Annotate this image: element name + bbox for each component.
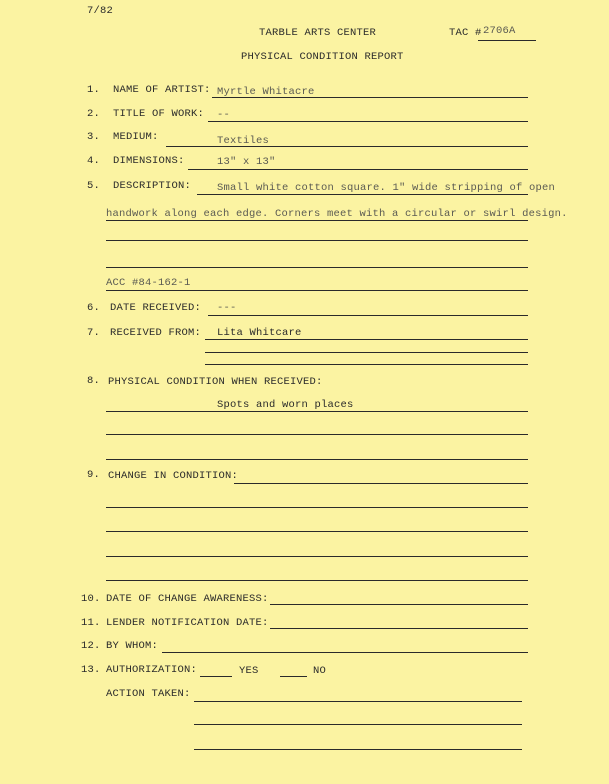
received-from-line-3 [205, 364, 528, 365]
physical-condition-value[interactable]: Spots and worn places [217, 399, 354, 411]
change-condition-line-4 [106, 556, 528, 557]
field-9-number: 9. [87, 469, 101, 481]
field-3-number: 3. [87, 131, 101, 143]
physical-condition-line-3 [106, 459, 528, 460]
tac-label: TAC # [449, 27, 482, 39]
artist-value[interactable]: Myrtle Whitacre [217, 86, 315, 98]
by-whom-label: BY WHOM: [106, 640, 159, 652]
by-whom-line [162, 652, 528, 653]
report-title: PHYSICAL CONDITION REPORT [241, 51, 404, 63]
description-value-line-1[interactable]: Small white cotton square. 1" wide stripping of open [217, 182, 556, 194]
accession-line [106, 290, 528, 291]
description-line-2 [106, 220, 528, 221]
accession-number: ACC #84-162-1 [106, 277, 191, 289]
authorization-no-blank[interactable] [280, 676, 307, 677]
title-line [208, 121, 528, 122]
field-1-number: 1. [87, 84, 101, 96]
change-awareness-label: DATE OF CHANGE AWARENESS: [106, 593, 269, 605]
description-line-3 [106, 240, 528, 241]
org-name: TARBLE ARTS CENTER [259, 27, 377, 39]
change-condition-label: CHANGE IN CONDITION: [108, 470, 239, 482]
received-from-label: RECEIVED FROM: [110, 327, 202, 339]
date-received-value[interactable]: --- [217, 302, 237, 314]
physical-condition-line-2 [106, 434, 528, 435]
field-11-number: 11. [81, 617, 101, 629]
lender-notification-line [270, 628, 528, 629]
dimensions-value[interactable]: 13" x 13" [217, 156, 276, 168]
description-value-line-2[interactable]: handwork along each edge. Corners meet with a circular or swirl design. [106, 208, 568, 220]
action-taken-line-2 [194, 724, 522, 725]
received-from-value[interactable]: Lita Whitcare [217, 327, 302, 339]
field-6-number: 6. [87, 302, 101, 314]
change-condition-line-3 [106, 531, 528, 532]
physical-condition-label: PHYSICAL CONDITION WHEN RECEIVED: [108, 376, 323, 388]
change-condition-line-1 [234, 483, 528, 484]
dimensions-line [188, 169, 528, 170]
title-label: TITLE OF WORK: [113, 108, 205, 120]
medium-line [166, 146, 528, 147]
field-5-number: 5. [87, 180, 101, 192]
description-line-4 [106, 267, 528, 268]
action-taken-label: ACTION TAKEN: [106, 688, 191, 700]
medium-label: MEDIUM: [113, 131, 159, 143]
authorization-no-label: NO [313, 665, 327, 677]
date-received-label: DATE RECEIVED: [110, 302, 202, 314]
authorization-label: AUTHORIZATION: [106, 664, 198, 676]
field-2-number: 2. [87, 108, 101, 120]
description-line-1 [197, 194, 528, 195]
authorization-yes-label: YES [239, 665, 259, 677]
physical-condition-line-1 [106, 411, 528, 412]
change-awareness-line [270, 604, 528, 605]
field-12-number: 12. [81, 640, 101, 652]
title-value[interactable]: -- [217, 109, 231, 121]
tac-number-line [478, 40, 536, 41]
authorization-yes-blank[interactable] [200, 676, 232, 677]
description-label: DESCRIPTION: [113, 180, 192, 192]
change-condition-line-5 [106, 580, 528, 581]
artist-label: NAME OF ARTIST: [113, 84, 211, 96]
change-condition-line-2 [106, 507, 528, 508]
date-received-line [208, 315, 528, 316]
field-10-number: 10. [81, 593, 101, 605]
artist-line [212, 97, 528, 98]
action-taken-line-3 [194, 749, 522, 750]
field-4-number: 4. [87, 155, 101, 167]
lender-notification-label: LENDER NOTIFICATION DATE: [106, 617, 269, 629]
action-taken-line-1 [194, 701, 522, 702]
tac-number: 2706A [483, 25, 516, 37]
field-8-number: 8. [87, 375, 101, 387]
field-7-number: 7. [87, 327, 101, 339]
dimensions-label: DIMENSIONS: [113, 155, 185, 167]
field-13-number: 13. [81, 664, 101, 676]
received-from-line-2 [205, 352, 528, 353]
medium-value[interactable]: Textiles [217, 135, 270, 147]
form-date: 7/82 [87, 5, 114, 17]
received-from-line-1 [205, 339, 528, 340]
